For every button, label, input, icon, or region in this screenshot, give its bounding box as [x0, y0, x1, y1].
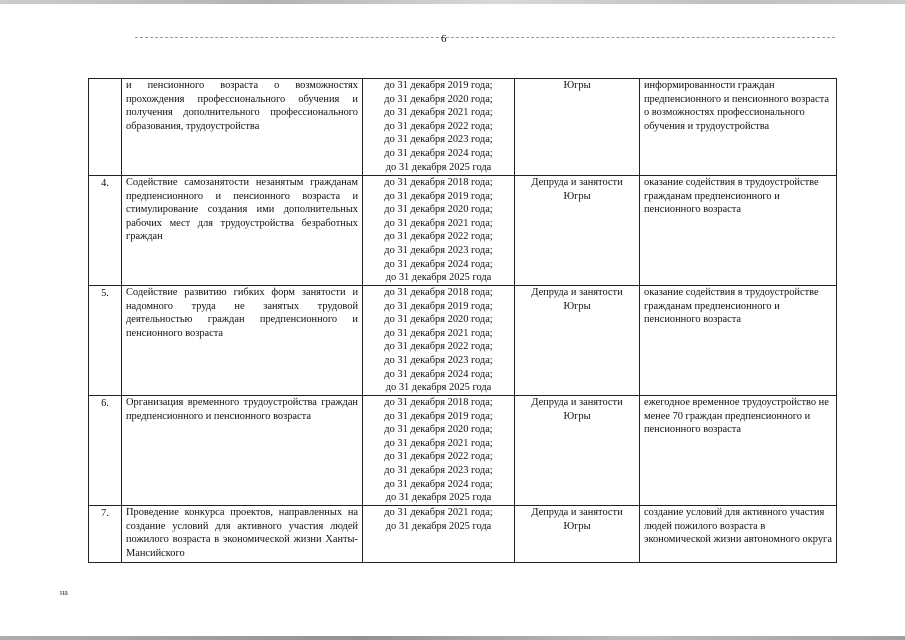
- term-line: до 31 декабря 2025 года: [385, 520, 492, 532]
- term-line: до 31 декабря 2019 года;: [384, 300, 493, 312]
- term-line: до 31 декабря 2018 года;: [384, 397, 493, 408]
- responsible-cell: Югры: [515, 79, 640, 176]
- description-cell: Организация временного трудоустройства граждан предпенсионного и пенсионного возраста: [122, 396, 363, 506]
- term-line: до 31 декабря 2025 года: [385, 161, 492, 173]
- term-line: до 31 декабря 2024 года;: [384, 368, 493, 380]
- term-line: до 31 декабря 2025 года: [385, 382, 492, 394]
- result-cell: оказание содействия в трудоустройстве гражданам предпенсионного и пенсионного возраста: [640, 286, 837, 396]
- term-line: до 31 декабря 2020 года;: [384, 93, 493, 105]
- responsible-cell: Депруда и занятости Югры: [515, 286, 640, 396]
- table-row: [89, 176, 837, 286]
- row-number-cell: 6.: [89, 396, 122, 506]
- term-line: до 31 декабря 2023 года;: [384, 134, 493, 146]
- responsible-cell: Депруда и занятости Югры: [515, 396, 640, 506]
- term-line: до 31 декабря 2018 года;: [384, 287, 493, 298]
- table-row: [89, 79, 837, 176]
- term-line: до 31 декабря 2021 года;: [384, 107, 493, 119]
- result-cell: ежегодное временное трудоустройство не менее 70 граждан предпенсионного и пенсионного возраста: [640, 396, 837, 506]
- row-number-cell: 5.: [89, 286, 122, 396]
- term-cell: [363, 176, 515, 286]
- term-cell: [363, 506, 515, 563]
- side-note: на: [60, 588, 68, 597]
- term-line: до 31 декабря 2022 года;: [384, 120, 493, 132]
- term-line: до 31 декабря 2022 года;: [384, 451, 493, 463]
- description-cell: Проведение конкурса проектов, направленных на создание условий для активного участия людей пожилого возраста в экономической жизни Ханты-Мансийского: [122, 506, 363, 563]
- term-line: до 31 декабря 2023 года;: [384, 464, 493, 476]
- table-row: [89, 286, 837, 396]
- description-cell: и пенсионного возраста о возможностях прохождения профессионального обучения и получения дополнительного профессионального образования, трудоустройства: [122, 79, 363, 176]
- result-cell: создание условий для активного участия людей пожилого возраста в экономической жизни автономного округа: [640, 506, 837, 563]
- term-cell: [363, 286, 515, 396]
- term-line: до 31 декабря 2019 года;: [384, 190, 493, 202]
- term-line: до 31 декабря 2021 года;: [384, 327, 493, 339]
- term-line: до 31 декабря 2021 года;: [384, 507, 493, 518]
- scan-edge-bottom: [0, 636, 905, 640]
- term-line: до 31 декабря 2022 года;: [384, 231, 493, 243]
- description-cell: Содействие самозанятости незанятым гражданам предпенсионного и пенсионного возраста и стимулирование создания ими дополнительных рабочих мест для трудоустройства безработных граждан: [122, 176, 363, 286]
- row-number-cell: [89, 79, 122, 176]
- term-line: до 31 декабря 2024 года;: [384, 258, 493, 270]
- table-row: [89, 396, 837, 506]
- term-line: до 31 декабря 2021 года;: [384, 437, 493, 449]
- term-line: до 31 декабря 2018 года;: [384, 177, 493, 188]
- scan-edge-top: [0, 0, 905, 4]
- term-line: до 31 декабря 2021 года;: [384, 217, 493, 229]
- term-line: до 31 декабря 2022 года;: [384, 341, 493, 353]
- term-line: до 31 декабря 2019 года;: [384, 80, 493, 91]
- table-row: [89, 506, 837, 563]
- page-number: 6: [441, 33, 447, 45]
- responsible-cell: Депруда и занятости Югры: [515, 506, 640, 563]
- term-line: до 31 декабря 2024 года;: [384, 478, 493, 490]
- term-line: до 31 декабря 2023 года;: [384, 244, 493, 256]
- result-cell: информированности граждан предпенсионного и пенсионного возраста о возможностях профессионального обучения и трудоустройства: [640, 79, 837, 176]
- row-number-cell: 4.: [89, 176, 122, 286]
- responsible-cell: Депруда и занятости Югры: [515, 176, 640, 286]
- term-line: до 31 декабря 2024 года;: [384, 147, 493, 159]
- term-line: до 31 декабря 2025 года: [385, 492, 492, 504]
- header-rule: [135, 37, 835, 38]
- term-line: до 31 декабря 2020 года;: [384, 314, 493, 326]
- term-line: до 31 декабря 2019 года;: [384, 410, 493, 422]
- result-cell: оказание содействия в трудоустройстве гражданам предпенсионного и пенсионного возраста: [640, 176, 837, 286]
- term-line: до 31 декабря 2020 года;: [384, 424, 493, 436]
- description-cell: Содействие развитию гибких форм занятости и надомного труда не занятых трудовой деятельностью граждан предпенсионного и пенсионного возраста: [122, 286, 363, 396]
- term-line: до 31 декабря 2020 года;: [384, 204, 493, 216]
- measures-table: [88, 78, 837, 563]
- term-line: до 31 декабря 2025 года: [385, 272, 492, 284]
- term-cell: [363, 79, 515, 176]
- term-cell: [363, 396, 515, 506]
- row-number-cell: 7.: [89, 506, 122, 563]
- term-line: до 31 декабря 2023 года;: [384, 354, 493, 366]
